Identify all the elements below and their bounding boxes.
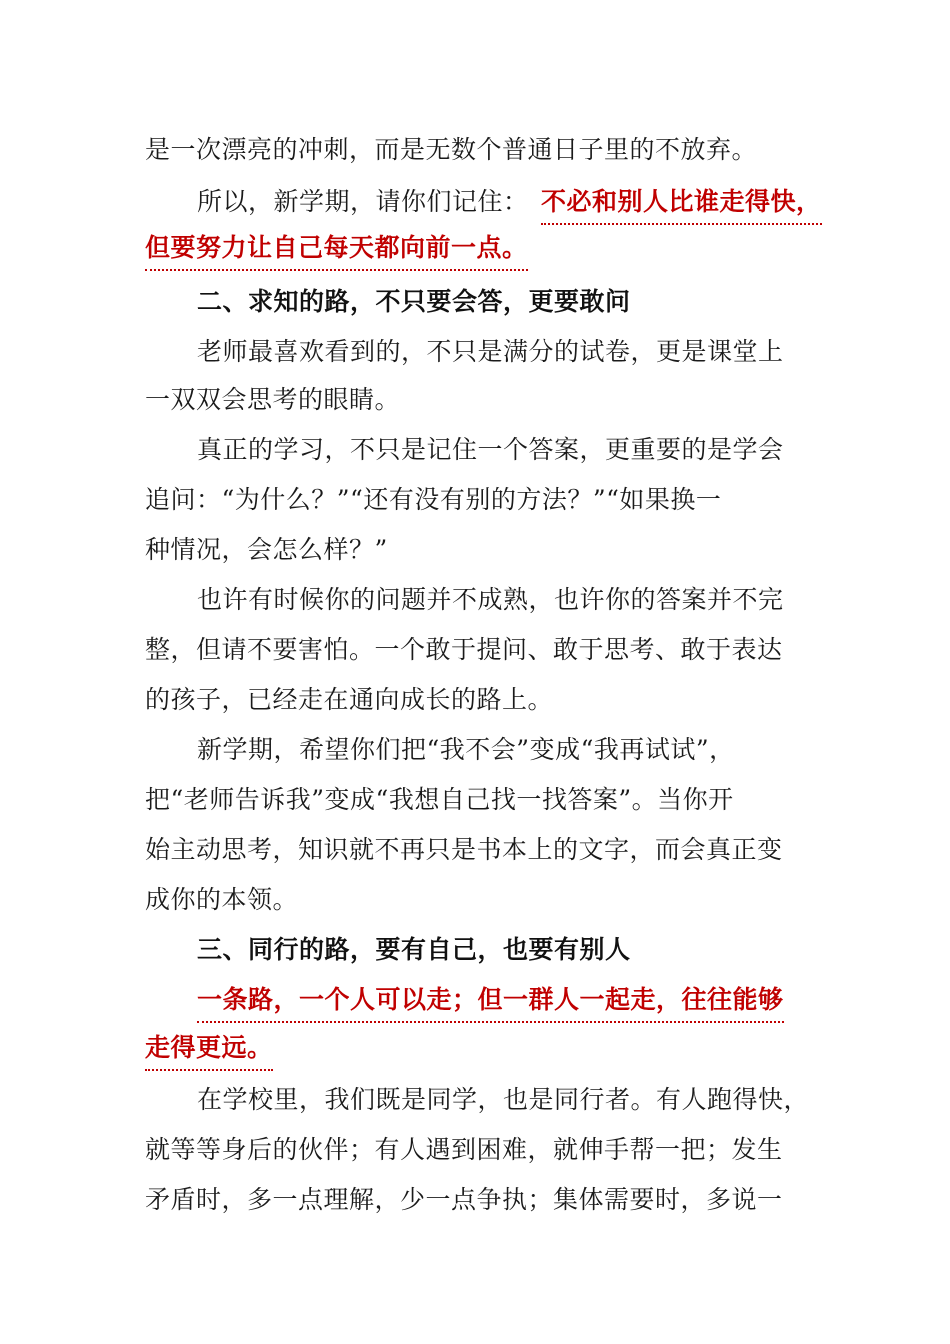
line-text: 老师最喜欢看到的，不只是满分的试卷，更是课堂上 <box>197 337 784 366</box>
paragraph-line <box>0 530 950 570</box>
section-heading <box>0 930 950 970</box>
paragraph-line <box>0 1080 950 1120</box>
paragraph-line <box>0 1180 950 1220</box>
paragraph-line <box>0 380 950 420</box>
line-text: 是一次漂亮的冲刺，而是无数个普通日子里的不放弃。 <box>145 135 758 164</box>
paragraph-line <box>0 1130 950 1170</box>
paragraph-line <box>0 630 950 670</box>
paragraph-line <box>0 228 950 268</box>
line-text: 把“老师告诉我”变成“我想自己找一找答案”。当你开 <box>145 785 734 814</box>
paragraph-line <box>0 780 950 820</box>
line-text: 的孩子，已经走在通向成长的路上。 <box>145 685 554 714</box>
line-text: 也许有时候你的问题并不成熟，也许你的答案并不完 <box>197 585 784 614</box>
emphasized-text: 走得更远。 <box>145 1028 273 1071</box>
paragraph-line <box>0 332 950 372</box>
emphasized-text: 但要努力让自己每天都向前一点。 <box>145 228 528 271</box>
line-text: 整，但请不要害怕。一个敢于提问、敢于思考、敢于表达 <box>145 635 783 664</box>
paragraph-line <box>0 730 950 770</box>
line-text: 矛盾时，多一点理解，少一点争执；集体需要时，多说一 <box>145 1185 783 1214</box>
paragraph-line <box>0 182 950 222</box>
section-heading <box>0 282 950 322</box>
emphasized-text: 不必和别人比谁走得快， <box>541 182 822 225</box>
line-text: 就等等身后的伙伴；有人遇到困难，就伸手帮一把；发生 <box>145 1135 783 1164</box>
paragraph-line <box>0 1028 950 1068</box>
paragraph-line <box>0 580 950 620</box>
paragraph-line <box>0 480 950 520</box>
paragraph-line <box>0 830 950 870</box>
line-text: 种情况，会怎么样？” <box>145 535 388 564</box>
heading-text: 三、同行的路，要有自己，也要有别人 <box>197 935 631 964</box>
line-text: 所以，新学期，请你们记住： <box>197 187 529 216</box>
paragraph-line <box>0 430 950 470</box>
emphasized-text: 一条路，一个人可以走；但一群人一起走，往往能够 <box>197 980 784 1023</box>
line-text: 始主动思考，知识就不再只是书本上的文字，而会真正变 <box>145 835 783 864</box>
paragraph-line <box>0 980 950 1020</box>
paragraph-line <box>0 130 950 170</box>
line-text: 成你的本领。 <box>145 885 299 914</box>
line-text: 真正的学习，不只是记住一个答案，更重要的是学会 <box>197 435 784 464</box>
line-text: 追问：“为什么？”“还有没有别的方法？”“如果换一 <box>145 485 722 514</box>
line-text: 在学校里，我们既是同学，也是同行者。有人跑得快， <box>197 1085 810 1114</box>
line-text: 一双双会思考的眼睛。 <box>145 385 401 414</box>
paragraph-line <box>0 880 950 920</box>
paragraph-line <box>0 680 950 720</box>
heading-text: 二、求知的路，不只要会答，更要敢问 <box>197 287 631 316</box>
line-text: 新学期，希望你们把“我不会”变成“我再试试”， <box>197 735 735 764</box>
